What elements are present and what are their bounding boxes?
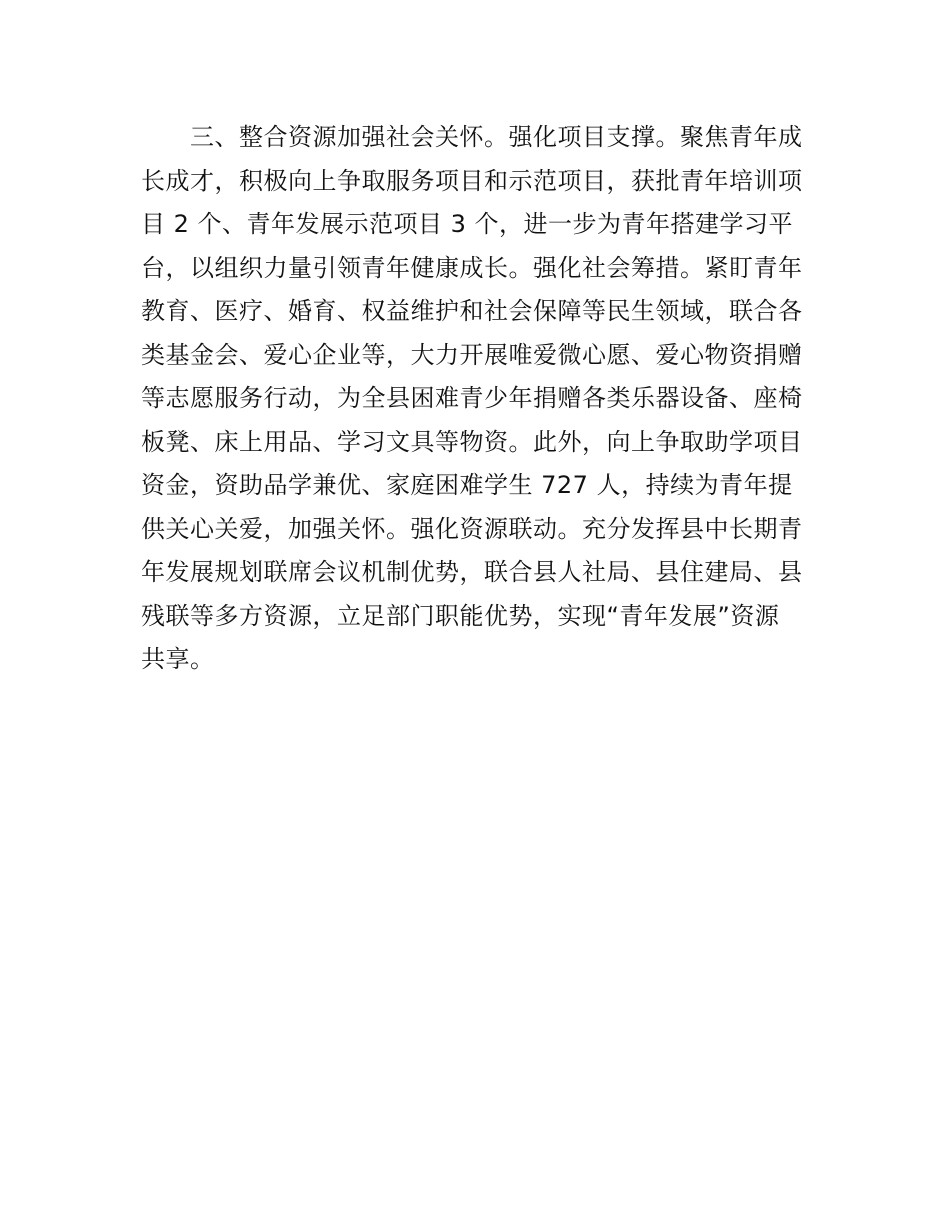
body-paragraph <box>141 116 811 682</box>
text-line-10: 供关心关爱，加强关怀。强化资源联动。充分发挥县中长期青 <box>141 514 803 543</box>
text-line-6: 类基金会、爱心企业等，大力开展唯爱微心愿、爱心物资捐赠 <box>141 340 803 369</box>
text-line-3: 目 2 个、青年发展示范项目 3 个，进一步为青年搭建学习平 <box>141 210 794 238</box>
text-line-8: 板凳、床上用品、学习文具等物资。此外，向上争取助学项目 <box>141 427 803 456</box>
text-line-2: 长成才，积极向上争取服务项目和示范项目，获批青年培训项 <box>141 166 803 195</box>
text-line-5: 教育、医疗、婚育、权益维护和社会保障等民生领域，联合各 <box>141 297 803 325</box>
text-line-12: 残联等多方资源，立足部门职能优势，实现“青年发展”资源 <box>141 601 780 630</box>
text-line-1: 三、整合资源加强社会关怀。强化项目支撑。聚焦青年成 <box>141 123 803 151</box>
text-line-7: 等志愿服务行动，为全县困难青少年捐赠各类乐器设备、座椅 <box>141 384 803 412</box>
text-line-11: 年发展规划联席会议机制优势，联合县人社局、县住建局、县 <box>141 558 803 586</box>
text-line-9: 资金，资助品学兼优、家庭困难学生 727 人，持续为青年提 <box>141 471 793 499</box>
text-line-13: 共享。 <box>141 645 215 673</box>
text-line-4: 台，以组织力量引领青年健康成长。强化社会筹措。紧盯青年 <box>141 253 803 282</box>
